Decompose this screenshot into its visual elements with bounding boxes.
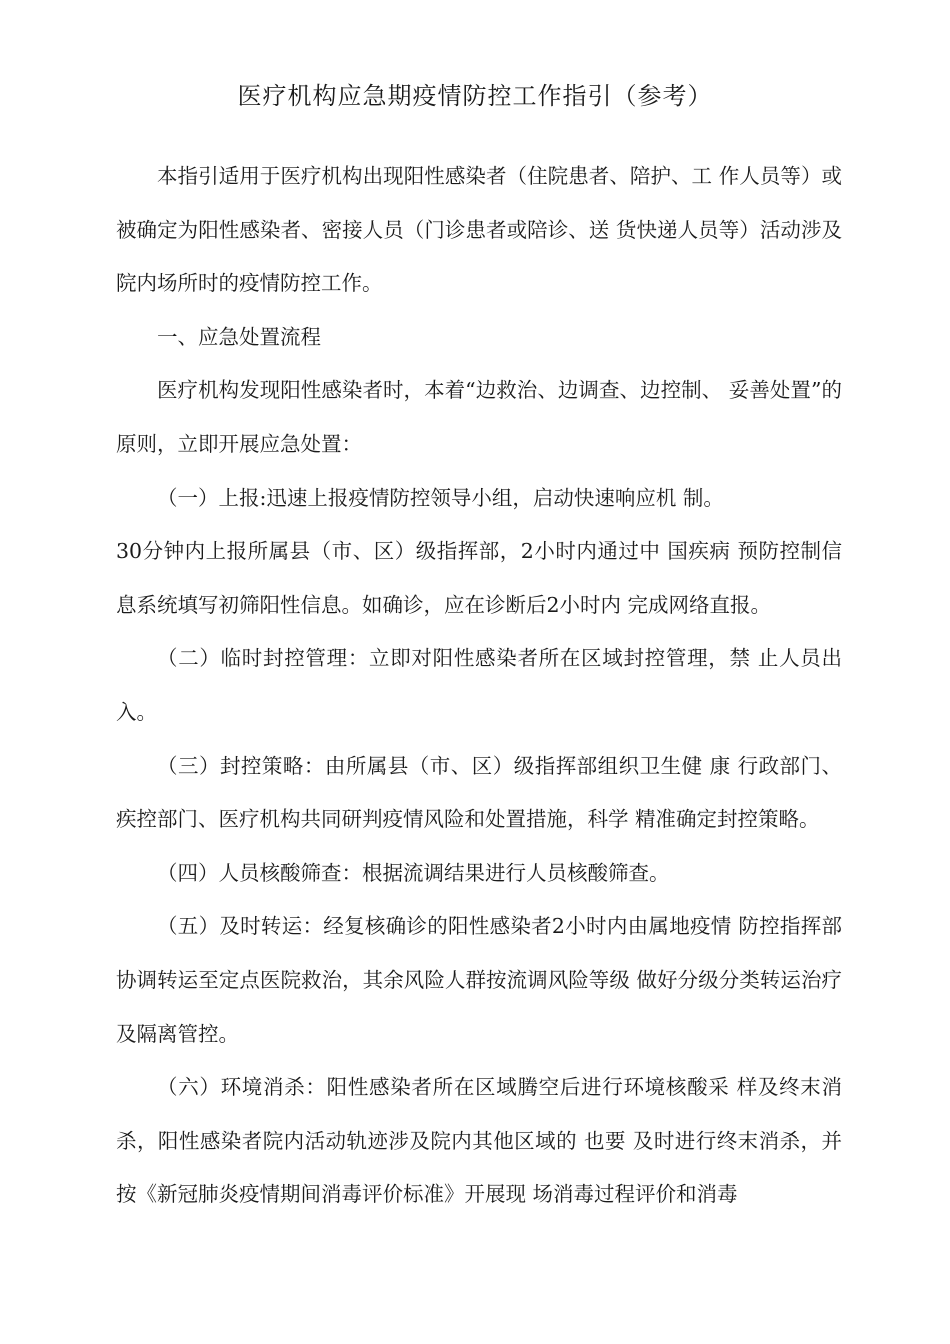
paragraph-item-6-disinfection: （六）环境消杀：阳性感染者所在区域腾空后进行环境核酸采 样及终末消杀，阳性感染者院内活动轨迹涉及院内其他区域的 也要 及时进行终末消杀，并按《新冠肺炎疫情期间消毒评价标准》开展现 场消毒过程评价和消毒 xyxy=(116,1075,842,1207)
paragraph-report-timeline: 30分钟内上报所属县（市、区）级指挥部，2小时内通过中 国疾病 预防控制信息系统填写初筛阳性信息。如确诊，应在诊断后2小时内 完成网络直报。 xyxy=(116,539,842,617)
paragraph-principle: 医疗机构发现阳性感染者时，本着“边救治、边调查、边控制、 妥善处置”的原则，立即开展应急处置： xyxy=(116,378,842,456)
document-title: 医疗机构应急期疫情防控工作指引（参考） xyxy=(237,82,713,110)
paragraph-item-1-report: （一）上报:迅速上报疫情防控领导小组，启动快速响应机 制。 xyxy=(157,485,724,510)
document-body xyxy=(116,150,842,1222)
paragraph-item-4-screening: （四）人员核酸筛查：根据流调结果进行人员核酸筛查。 xyxy=(157,860,670,885)
paragraph-item-2-lockdown: （二）临时封控管理：立即对阳性感染者所在区域封控管理，禁 止人员出入。 xyxy=(116,646,842,724)
paragraph-scope: 本指引适用于医疗机构出现阳性感染者（住院患者、陪护、工 作人员等）或被确定为阳性感染者、密接人员（门诊患者或陪诊、送 货快递人员等）活动涉及院内场所时的疫情防控工作。 xyxy=(116,164,842,296)
section-heading-emergency-process: 一、应急处置流程 xyxy=(157,324,321,349)
paragraph-item-5-transfer: （五）及时转运：经复核确诊的阳性感染者2小时内由属地疫情 防控指挥部协调转运至定点医院救治，其余风险人群按流调风险等级 做好分级分类转运治疗及隔离管控。 xyxy=(116,914,842,1046)
paragraph-item-3-strategy: （三）封控策略：由所属县（市、区）级指挥部组织卫生健 康 行政部门、疾控部门、医疗机构共同研判疫情风险和处置措施，科学 精准确定封控策略。 xyxy=(116,753,842,832)
